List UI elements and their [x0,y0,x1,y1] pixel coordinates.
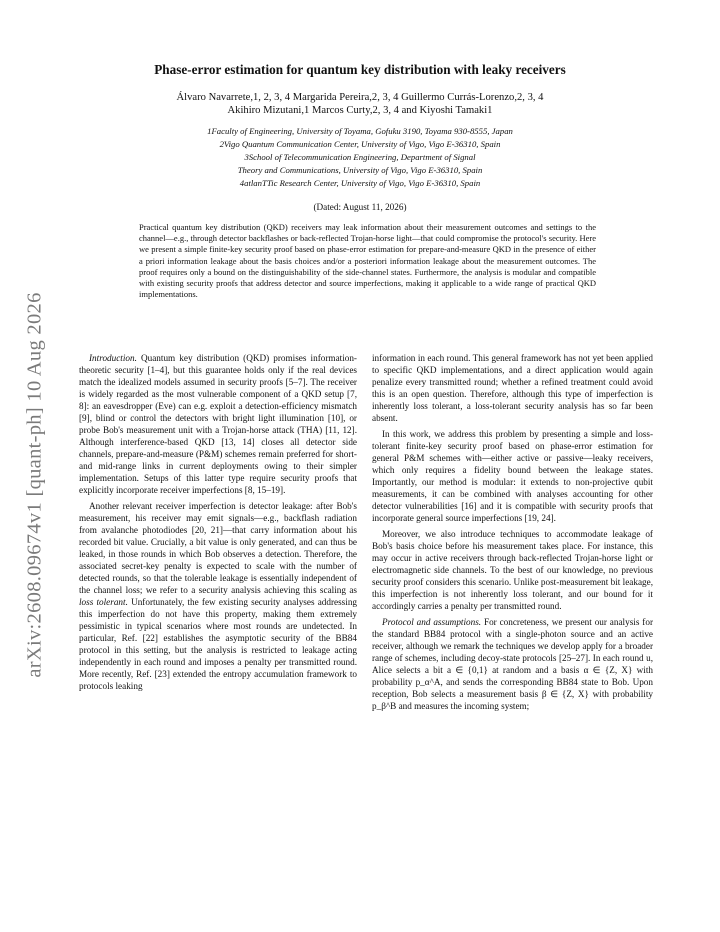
left-column [79,353,357,693]
authors-line-1: Álvaro Navarrete,1, 2, 3, 4 Margarida Pereira,2, 3, 4 Guillermo Currás-Lorenzo,2, 3, 4 [176,92,544,103]
paragraph-this-work: In this work, we address this problem by presenting a simple and loss-tolerant finite-key security proof based on phase-error estimation for general P&M schemes with—either active or passive—leaky receivers, which only requires a fidelity bound between the leakage states. Importantly, our method is modular: it extends to non-projective qubit measurements, it can be combined with analyses accounting for other detector vulnerabilities [16] and it is compatible with security proofs that incorporate general source imperfections [19, 24]. [372,428,653,523]
affiliation-3a: 3School of Telecommunication Engineering, Department of Signal [244,152,476,162]
affiliations [0,125,720,190]
dated-line: (Dated: August 11, 2026) [313,202,407,212]
right-column [372,353,653,713]
emphasis-loss-tolerant: loss tolerant. [79,596,128,607]
paragraph-text: Quantum key distribution (QKD) promises information-theoretic security [1–4], but this guarantee holds only if the real devices match the idealized models assumed in security proofs [5–7]. The receiver is widely regarded as the most vulnerable component of a QKD setup [7, 8]: an eavesdropper (Eve) can e.g. exploit a detection-efficiency mismatch [9], blind or control the detectors with bright light illumination [10], or probe Bob's measurement unit with a Trojan-horse attack (THA) [11, 12]. Although interference-based QKD [13, 14] closes all detector side channels, prepare-and-measure (P&M) schemes remain preferred for short- and mid-range links in current deployments owing to their simpler implementation. Setups of this latter type require security proofs that explicitly incorporate receiver imperfections [8, 15–19]. [79,353,357,495]
authors-line-2: Akihiro Mizutani,1 Marcos Curty,2, 3, 4 and Kiyoshi Tamaki1 [227,105,493,117]
paragraph-text: Unfortunately, the few existing security analyses addressing this imperfection do not have this property, making them extremely pessimistic in typical scenarios where most rounds are undetected. In particular, Ref. [22] establishes the asymptotic security of the BB84 protocol in this setting, but the analysis is restricted to leakage acting independently in each round and imposes a penalty per transmitted round. More recently, Ref. [23] extended the entropy accumulation framework to protocols leaking [79,596,358,691]
section-lead-introduction: Introduction. [89,353,137,363]
affiliation-3b: Theory and Communications, University of Vigo, Vigo E-36310, Spain [237,165,483,175]
paragraph-moreover: Moreover, we also introduce techniques to accommodate leakage of Bob's basis choice before his measurement takes place. For instance, this may occur in active receivers through back-reflected Trojan-horse light or electromagnetic side channels. To the best of our knowledge, no previous security proof considers this scenario. Unlike post-measurement bit leakage, this imperfection is not inherently loss tolerant, and our bound for it accordingly carries a penalty per transmitted round. [372,528,653,611]
affiliation-2: 2Vigo Quantum Communication Center, University of Vigo, Vigo E-36310, Spain [219,139,501,149]
arxiv-identifier: arXiv:2608.09674v1 [quant-ph] 10 Aug 2026 [23,292,46,678]
abstract: Practical quantum key distribution (QKD) receivers may leak information about their measurement outcomes and settings to the channel—e.g., through detector backflashes or back-reflected Trojan-horse light—that could compromise the protocol's security. Here we present a simple finite-key security proof based on phase-error estimation for prepare-and-measure QKD in the presence of either a priori information leakage about the basis choices and/or a posteriori information leakage about the measurement outcomes. The proof requires only a bound on the distinguishability of the side-channel states. Furthermore, the analysis is modular and compatible with existing security proofs that address detector and source imperfections, making it applicable to a wide range of practical QKD implementations. [139,222,596,300]
paragraph-continued: information in each round. This general framework has not yet been applied to specific QKD implementations, and a direct application would again penalize every transmitted round; whether a refined treatment could avoid this is an open question. Therefore, although this type of imperfection is inherently loss tolerant, a loss-tolerant security analysis has so far been absent. [372,353,653,423]
paper-title: Phase-error estimation for quantum key distribution with leaky receivers [154,62,566,77]
paragraph-text: Another relevant receiver imperfection is detector leakage: after Bob's measurement, his receiver may emit signals—e.g., backflash radiation from avalanche photodiodes [20, 21]—that carry information about his recorded bit value. Crucially, a bit value is only generated, and can thus be leaked, in those rounds in which Bob observes a detection. Therefore, the associated secret-key penalty is expected to scale with the number of detected rounds, so that the tolerable leakage is essentially independent of the channel loss; we refer to a security analysis achieving this scaling as [79,500,357,595]
paragraph-detector-leakage [79,501,357,693]
affiliation-1: 1Faculty of Engineering, University of Toyama, Gofuku 3190, Toyama 930-8555, Japan [207,126,513,136]
author-list [0,91,720,117]
paragraph-text: For concreteness, we present our analysis for the standard BB84 protocol with a single-photon source and an active receiver, although we remark the techniques we develop apply for a broader range of schemes, including decoy-state protocols [25–27]. In each round u, Alice selects a bit a ∈ {0,1} at random and a basis α ∈ {Z, X} with probability p_α^A, and sends the corresponding BB84 state to Bob. Upon reception, Bob selects a measurement basis β ∈ {Z, X} with probability p_β^B and measures the incoming system; [372,616,653,711]
arxiv-sidebar-stamp [22,292,48,678]
affiliation-4: 4atlanTTic Research Center, University of Vigo, Vigo E-36310, Spain [239,178,481,188]
paragraph-protocol [372,617,653,713]
section-lead-protocol: Protocol and assumptions. [382,616,482,627]
paragraph-introduction [79,353,357,497]
